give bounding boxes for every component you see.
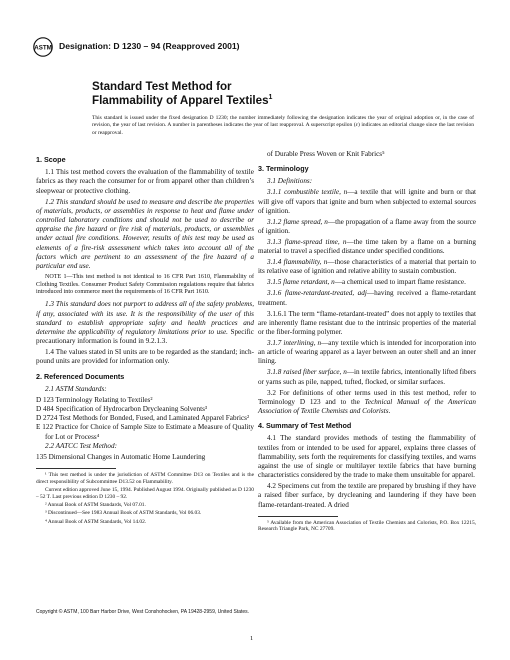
title-line-2: Flammability of Apparel Textiles$^1$ xyxy=(92,94,273,107)
reference-continuation: of Durable Press Woven or Knit Fabrics⁵ xyxy=(267,150,385,158)
section-terminology-heading: 3. Terminology xyxy=(258,164,309,174)
footnote: ³ Discontinued—See 1983 Annual Book of ASTM Standards, Vol 06.03. xyxy=(45,510,202,517)
reference-item: D 123 Terminology Relating to Textiles² xyxy=(36,395,153,404)
footnote: ² Annual Book of ASTM Standards, Vol 07.01. xyxy=(45,502,146,509)
paragraph-4-1: 4.1 The standard provides methods of testing the flammability of textiles from or intended to be used for apparel, explains three classes of flammability, sets forth the requirements for classifying textiles, and warns against the use of single or multilayer textile fabrics that have burning characteristics considered by the trade to make them unsuitable for apparel. xyxy=(258,434,476,480)
left-column xyxy=(36,150,254,527)
definition-3-1-4: 3.1.4 flammability, n—those characteristics of a material that pertain to its relative ease of ignition and relative ability to sustain combustion. xyxy=(258,258,477,276)
page-number: 1 xyxy=(250,635,254,642)
document-title xyxy=(92,80,422,108)
title-line-1: Standard Test Method for xyxy=(92,80,232,93)
footnote-divider xyxy=(36,468,116,469)
footnote: ¹ This test method is under the jurisdiction of ASTM Committee D13 on Textiles and is the direct responsibility of Subcommittee D13.52 on Flammability. xyxy=(36,472,254,485)
paragraph-3-1: 3.1 Definitions: xyxy=(267,177,313,186)
footnote: ⁵ Available from the American Association of Textile Chemists and Colorists, P.O. Box 12215, Research Triangle Park, NC 27709. xyxy=(258,519,476,533)
paragraph-3-2: 3.2 For definitions of other terms used in this test method, refer to Terminology D 123 and to the Technical Manual of the American Association of Textile Chemists and Colorists. xyxy=(258,388,476,416)
reference-item: D 484 Specification of Hydrocarbon Drycleaning Solvents³ xyxy=(36,405,208,414)
definition-3-1-6: 3.1.6 flame-retardant-treated, adj—having received a flame-retardant treatment. xyxy=(258,289,477,307)
note-1: NOTE 1—This test method is not identical to 16 CFR Part 1610, Flammability of Clothing Textiles. Consumer Product Safety Commission regulations require that fabrics introduced into commerce meet the requirements of 16 CFR Part 1610. xyxy=(36,274,254,296)
paragraph-1-2: 1.2 This standard should be used to measure and describe the properties of materials, products, or assemblies in response to heat and flame under controlled laboratory conditions and should not be used to describe or appraise the fire hazard or fire risk of materials, products, or assemblies under actual fire conditions. However, results of this test may be used as elements of a fire-risk assessment which takes into account all of the factors which are pertinent to an assessment of the fire hazard of a particular end use. xyxy=(36,197,254,271)
definition-3-1-6-1: 3.1.6.1 The term “flame-retardant-treated” does not apply to textiles that are inherently flame resistant due to the intrinsic properties of the material or the fiber-forming polymer. xyxy=(258,309,476,337)
section-summary-heading: 4. Summary of Test Method xyxy=(258,421,352,431)
paragraph-4-2: 4.2 Specimens cut from the textile are prepared by brushing if they have a raised fiber surface, by drycleaning and laundering if they have been flame-retardant-treated. A dried xyxy=(258,482,476,509)
footnote: ⁴ Annual Book of ASTM Standards, Vol 14.02. xyxy=(45,518,147,525)
logo-text: ASTM xyxy=(34,44,52,52)
footnote: Current edition approved June 15, 1994. Published August 1994. Originally published as D 1230 – 52 T. Last previous edition D 1230 – 92. xyxy=(36,487,254,500)
paragraph-1-3: 1.3 This standard does not purport to address all of the safety problems, if any, associated with its use. It is the responsibility of the user of this standard to establish appropriate safety and health practices and determine the applicability of regulatory limitations prior to use. Specific precautionary information is found in 9.2.1.3. xyxy=(36,300,254,346)
astm-logo-icon xyxy=(33,37,53,57)
paragraph-1-4: 1.4 The values stated in SI units are to be regarded as the standard; inch-pound units are provided for information only. xyxy=(36,348,254,366)
paragraph-2-2: 2.2 AATCC Test Method: xyxy=(45,441,118,450)
paragraph-2-1: 2.1 ASTM Standards: xyxy=(45,384,107,393)
intro-paragraph: This standard is issued under the fixed designation D 1230; the number immediately following the designation indicates the year of original adoption or, in the case of revision, the year of last revision. A number in parentheses indicates the year of last reapproval. A superscript epsilon (ε) indicates an editorial change since the last revision or reapproval. xyxy=(92,115,474,136)
footnote-divider xyxy=(258,516,338,517)
section-references-heading: 2. Referenced Documents xyxy=(36,371,125,381)
reference-item: 135 Dimensional Changes in Automatic Home Laundering xyxy=(36,452,206,461)
copyright-footer: Copyright © ASTM, 100 Barr Harbor Drive, West Conshohocken, PA 19428-2959, United States. xyxy=(36,609,250,615)
definition-3-1-7: 3.1.7 interlining, n—any textile which is intended for incorporation into an article of wearing apparel as a layer between an outer shell and an inner lining. xyxy=(258,339,476,366)
designation: Designation: D 1230 – 94 (Reapproved 2001) xyxy=(59,41,240,51)
reference-item: D 2724 Test Methods for Bonded, Fused, and Laminated Apparel Fabrics² xyxy=(36,414,250,423)
definition-3-1-3: 3.1.3 flame-spread time, n—the time taken by a flame on a burning material to travel a specified distance under specified conditions. xyxy=(258,238,476,256)
paragraph-1-1: 1.1 This test method covers the evaluation of the flammability of textile fabrics as they reach the consumer for or from apparel other than children’s sleepwear or protective clothing. xyxy=(36,168,254,195)
reference-item: E 122 Practice for Choice of Sample Size to Estimate a Measure of Quality for Lot or Process⁴ xyxy=(36,423,254,441)
definition-3-1-5: 3.1.5 flame retardant, n—a chemical used to impart flame resistance. xyxy=(267,278,466,287)
definition-3-1-8: 3.1.8 raised fiber surface, n—in textile fabrics, intentionally lifted fibers or yarns such as pile, napped, tufted, flocked, or similar surfaces. xyxy=(258,368,477,386)
right-column xyxy=(258,150,476,535)
definition-3-1-2: 3.1.2 flame spread, n—the propagation of a flame away from the source of ignition. xyxy=(258,217,476,236)
section-scope-heading: 1. Scope xyxy=(36,155,66,164)
definition-3-1-1: 3.1.1 combustible textile, n—a textile that will ignite and burn or that will give off vapors that ignite and burn when subjected to external sources of ignition. xyxy=(258,188,477,215)
